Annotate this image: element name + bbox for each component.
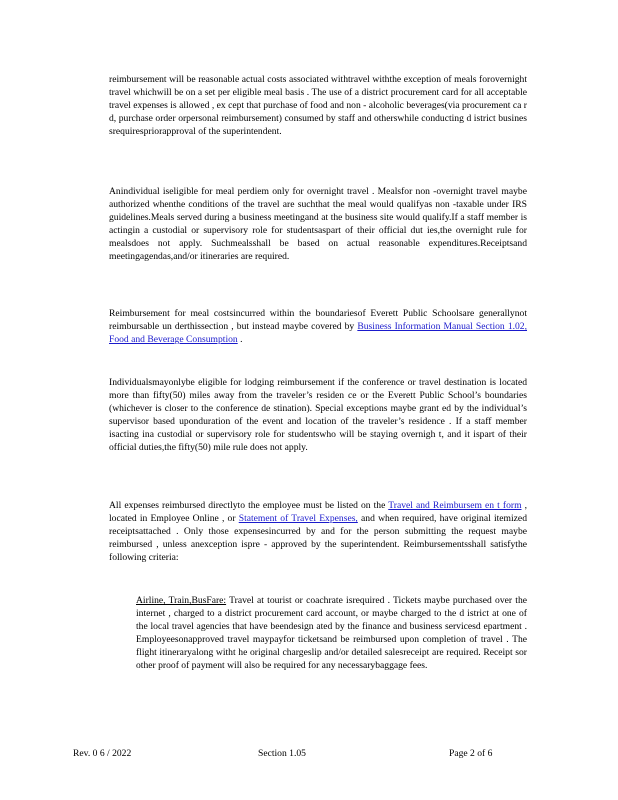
paragraph-meal-reimbursement: reimbursement will be reasonable actual costs associated withtravel withthe exception of meals forovernight travel whichwill be on a set per eligible meal basis . The use of a district procurement card for all acceptable travel expenses is allowed , ex cept that purchase of food and non - alcoholic beverages(via procurement ca r d, purchase order orpersonal reimbursement) consumed by staff and otherswhile conducting d istrict busines srequirespriorapproval of the superintendent.: [109, 74, 527, 138]
statement-of-travel-expenses-link[interactable]: Statement of Travel Expenses,: [238, 513, 358, 525]
footer-revision: Rev. 0 6 / 2022: [73, 748, 132, 759]
paragraph-expenses-b: , located in Employee Online , or: [109, 500, 527, 525]
paragraph-lodging: Individualsmayonlybe eligible for lodging reimbursement if the conference or travel destination is located more than fifty(50) miles away from the traveler’s residen ce or the Everett Public School’s boundaries (whichever is closer to the conference de stination). Special exceptions maybe grant ed by the individual’s supervisor based uponduration of the event and location of the traveler’s residence . If a staff member isacting ina custodial or supervisory role for studentswho will be staying overnigh t, and it ispart of their official duties,the fifty(50) mile rule does not apply.: [109, 377, 527, 454]
paragraph-meal-per-diem: Anindividual iseligible for meal perdiem only for overnight travel . Mealsfor non -overnight travel maybe authorized whenthe conditions of the travel are suchthat the meal would qualifyas non -taxable under IRS guidelines.Meals served during a business meetingand at the business site would qualify.If a staff member is actingin a custodial or supervisory role for studentsaspart of their official dut ies,the overnight rule for mealsdoes not apply. Suchmealsshall be based on actual reasonable expenditures.Receiptsand meetingagendas,and/or itineraries are required.: [109, 186, 527, 263]
paragraph-local-meals-end: .: [237, 334, 243, 346]
footer-section: Section 1.05: [258, 748, 306, 759]
travel-reimbursement-form-link[interactable]: Travel and Reimbursem en t form: [388, 500, 522, 511]
paragraph-expenses-c: and when required, have original itemized receiptsattached . Only those expensesincurred by and for the person submitting the request maybe reimbursed , unless anexception ispre - approved by the superintendent. Reimbursementsshall satisfythe following criteria:: [109, 513, 527, 564]
footer-page-number: Page 2 of 6: [449, 748, 493, 759]
paragraph-expenses-a: All expenses reimbursed directlyto the employee must be listed on the: [109, 500, 389, 511]
paragraph-local-meals-text: Reimbursement for meal costsincurred within the boundariesof Everett Public Schoolsare generallynot reimbursable un derthissection , but instead maybe covered by: [109, 308, 527, 333]
business-information-manual-link[interactable]: Business Information Manual Section 1.02, Food and Beverage Consumption: [109, 321, 528, 346]
bullet-label: Airline, Train,BusFare:: [136, 595, 227, 606]
paragraph-local-meals: [109, 307, 527, 346]
bullet-airline-fare: [136, 594, 527, 673]
paragraph-expenses: [109, 499, 527, 564]
bullet-text: Travel at tourist or coachrate isrequired . Tickets maybe purchased over the internet , charged to a district procurement card account, or maybe charged to the d istrict at one of the local travel agencies that have beendesign ated by the finance and business servicesd epartment . Employeesonapproved travel maypayfor ticketsand be reimbursed upon completion of travel . The flight itineraryalong witht he original chargeslip and/or detailed salesreceipt are required. Receipt sor other proof of payment will also be required for any necessarybaggage fees.: [136, 595, 527, 672]
